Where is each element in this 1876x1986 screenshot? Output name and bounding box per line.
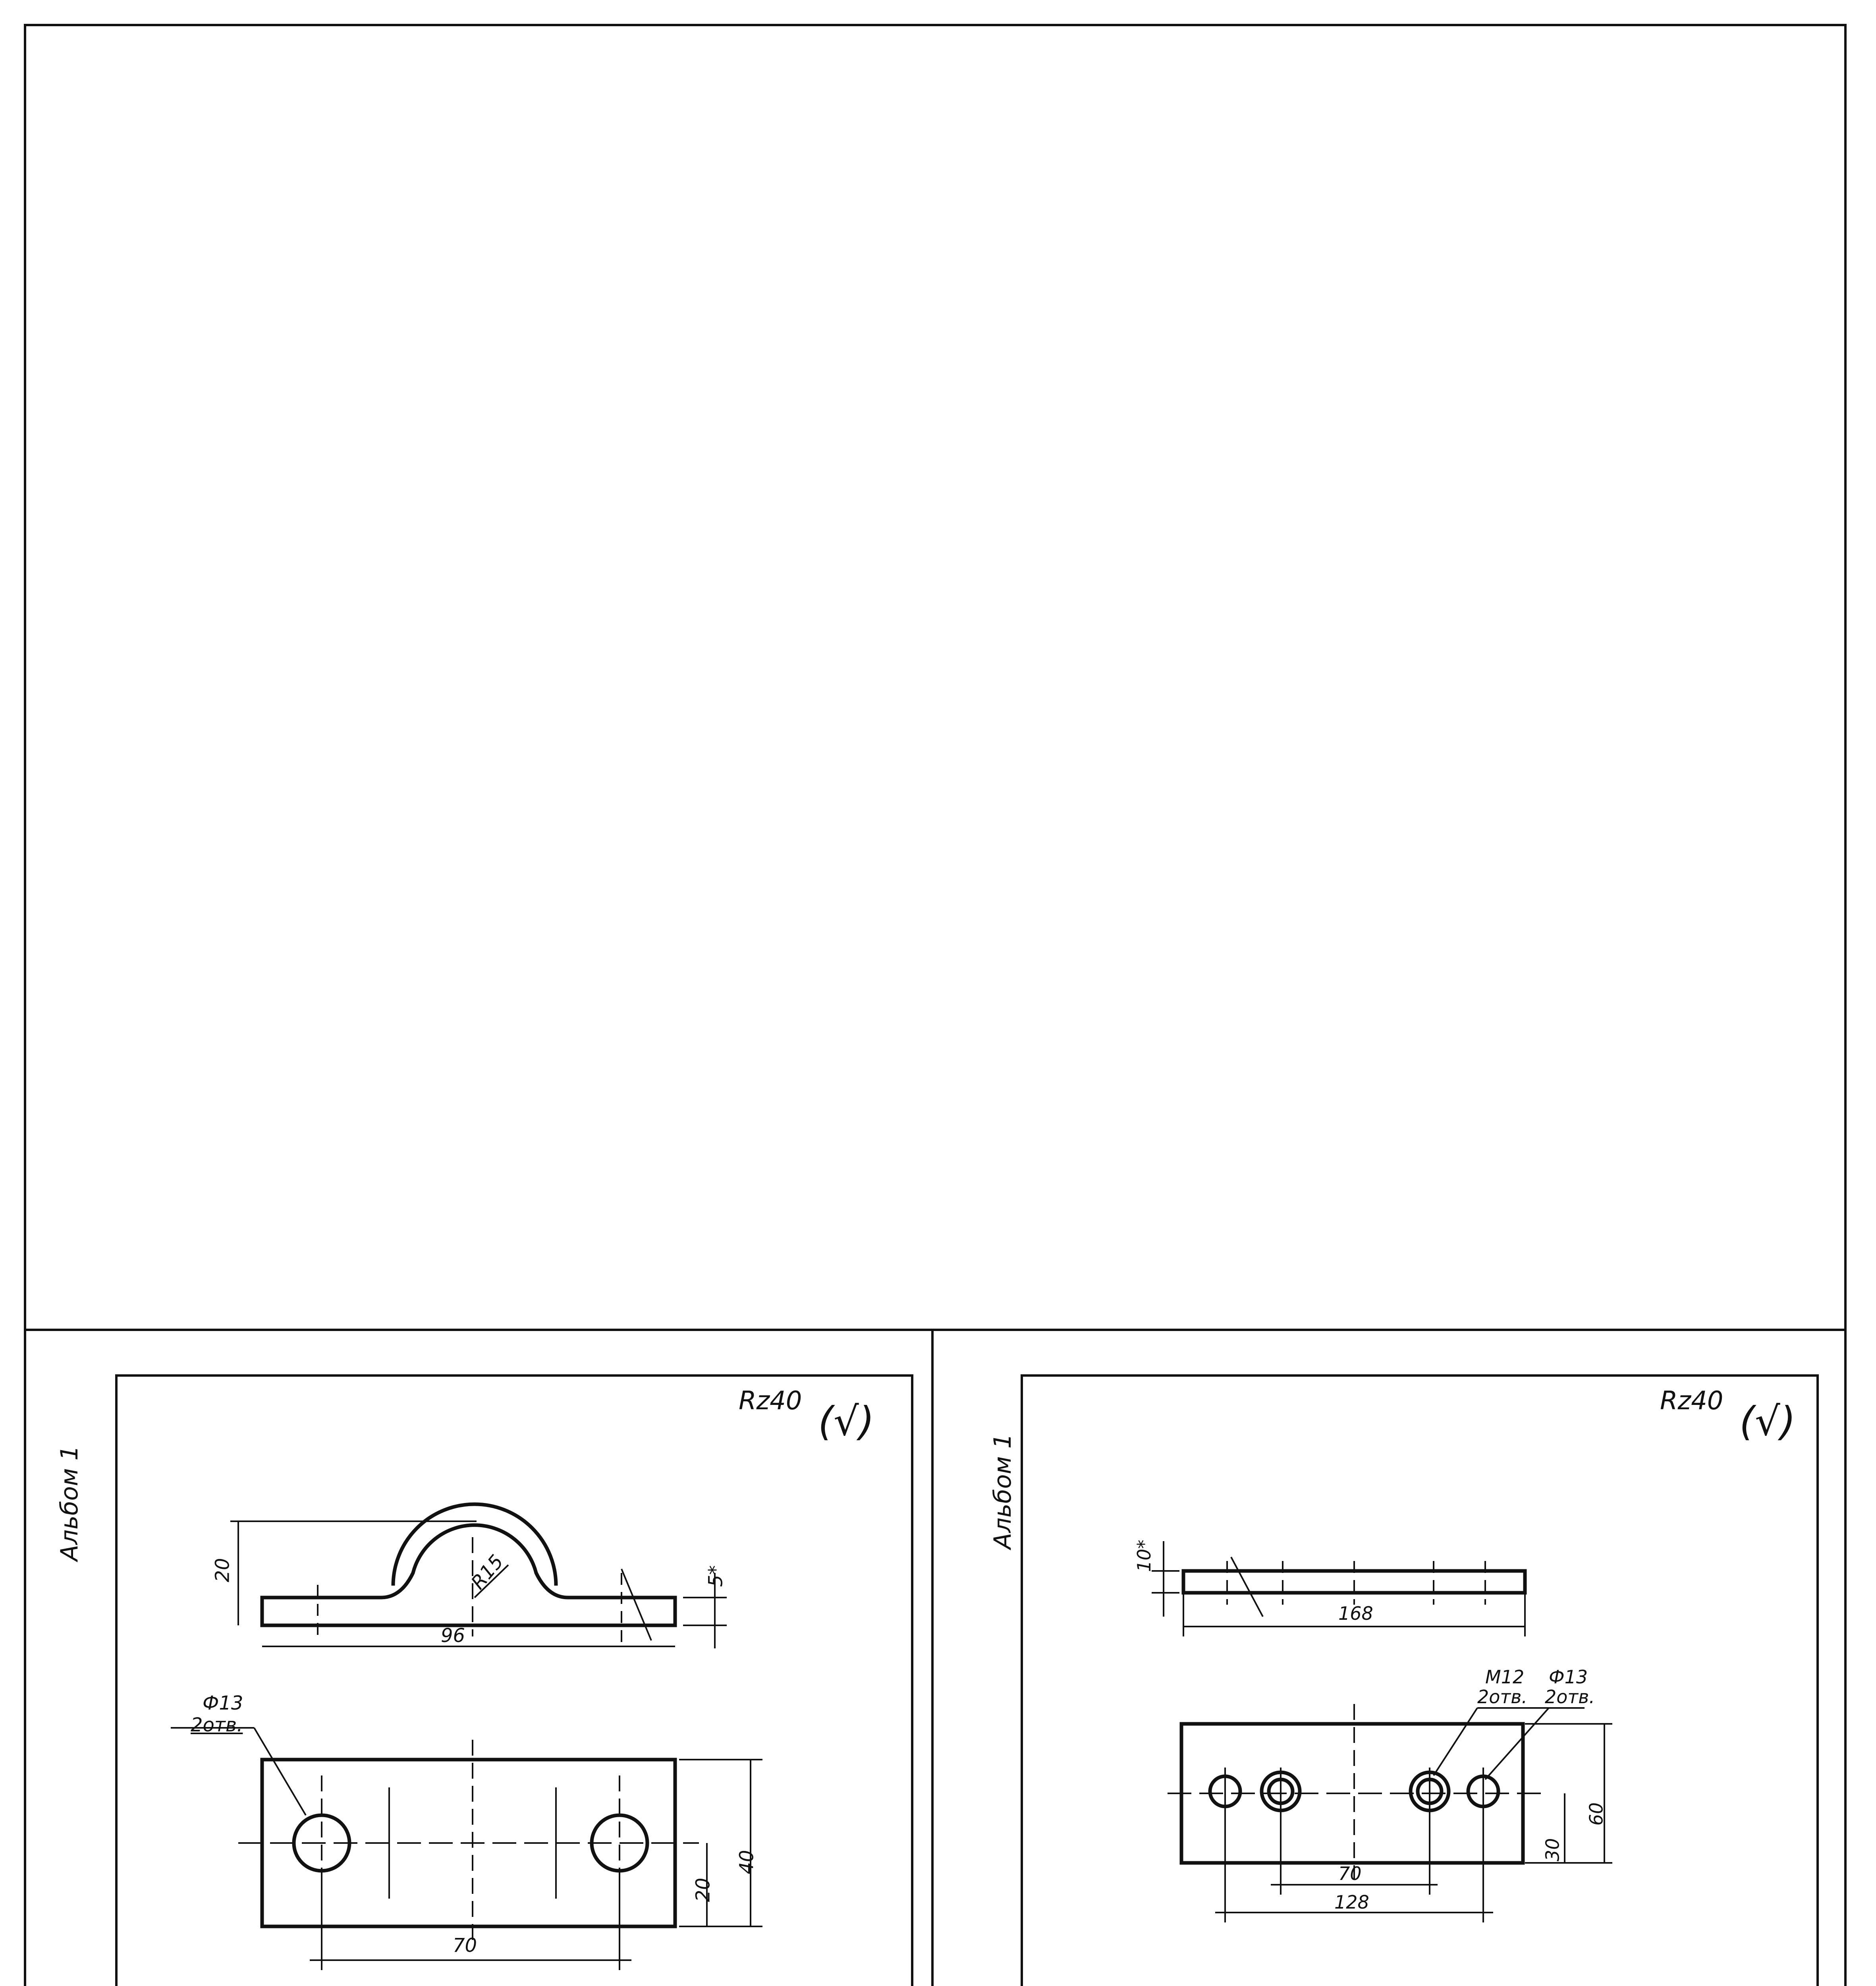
album-label: Альбом 1 xyxy=(989,1433,1017,1549)
dim-hole-count: 2отв. xyxy=(1545,1686,1595,1708)
dim-half-width: 30 xyxy=(1542,1838,1563,1862)
dim-thickness: 10* xyxy=(1133,1540,1155,1572)
roughness-suffix: (√) xyxy=(818,1398,874,1445)
dim-width: 40 xyxy=(735,1850,758,1874)
dim-hole-spacing: 70 xyxy=(453,1934,477,1957)
dim-width: 60 xyxy=(1585,1802,1607,1826)
dim-hole: Ф13 xyxy=(203,1692,243,1714)
dim-half-width: 20 xyxy=(692,1878,714,1902)
dim-height: 20 xyxy=(211,1558,234,1582)
roughness-suffix: (√) xyxy=(1739,1398,1796,1445)
dim-thread-count: 2отв. xyxy=(1477,1686,1527,1708)
dim-inner-spacing: 70 xyxy=(1338,1863,1362,1884)
album-label: Альбом 1 xyxy=(56,1445,83,1561)
dim-thickness: 5* xyxy=(704,1565,727,1587)
dim-length: 168 xyxy=(1338,1603,1373,1624)
dim-hole: Ф13 xyxy=(1549,1666,1588,1688)
roughness-mark: Rz40 xyxy=(739,1386,802,1416)
dim-length: 96 xyxy=(441,1625,465,1647)
dim-outer-spacing: 128 xyxy=(1334,1891,1369,1913)
roughness-mark: Rz40 xyxy=(1660,1386,1724,1416)
dim-hole-count: 2отв. xyxy=(191,1714,243,1736)
dim-thread: М12 xyxy=(1485,1666,1525,1688)
dim-radius: R15 xyxy=(467,1550,508,1594)
